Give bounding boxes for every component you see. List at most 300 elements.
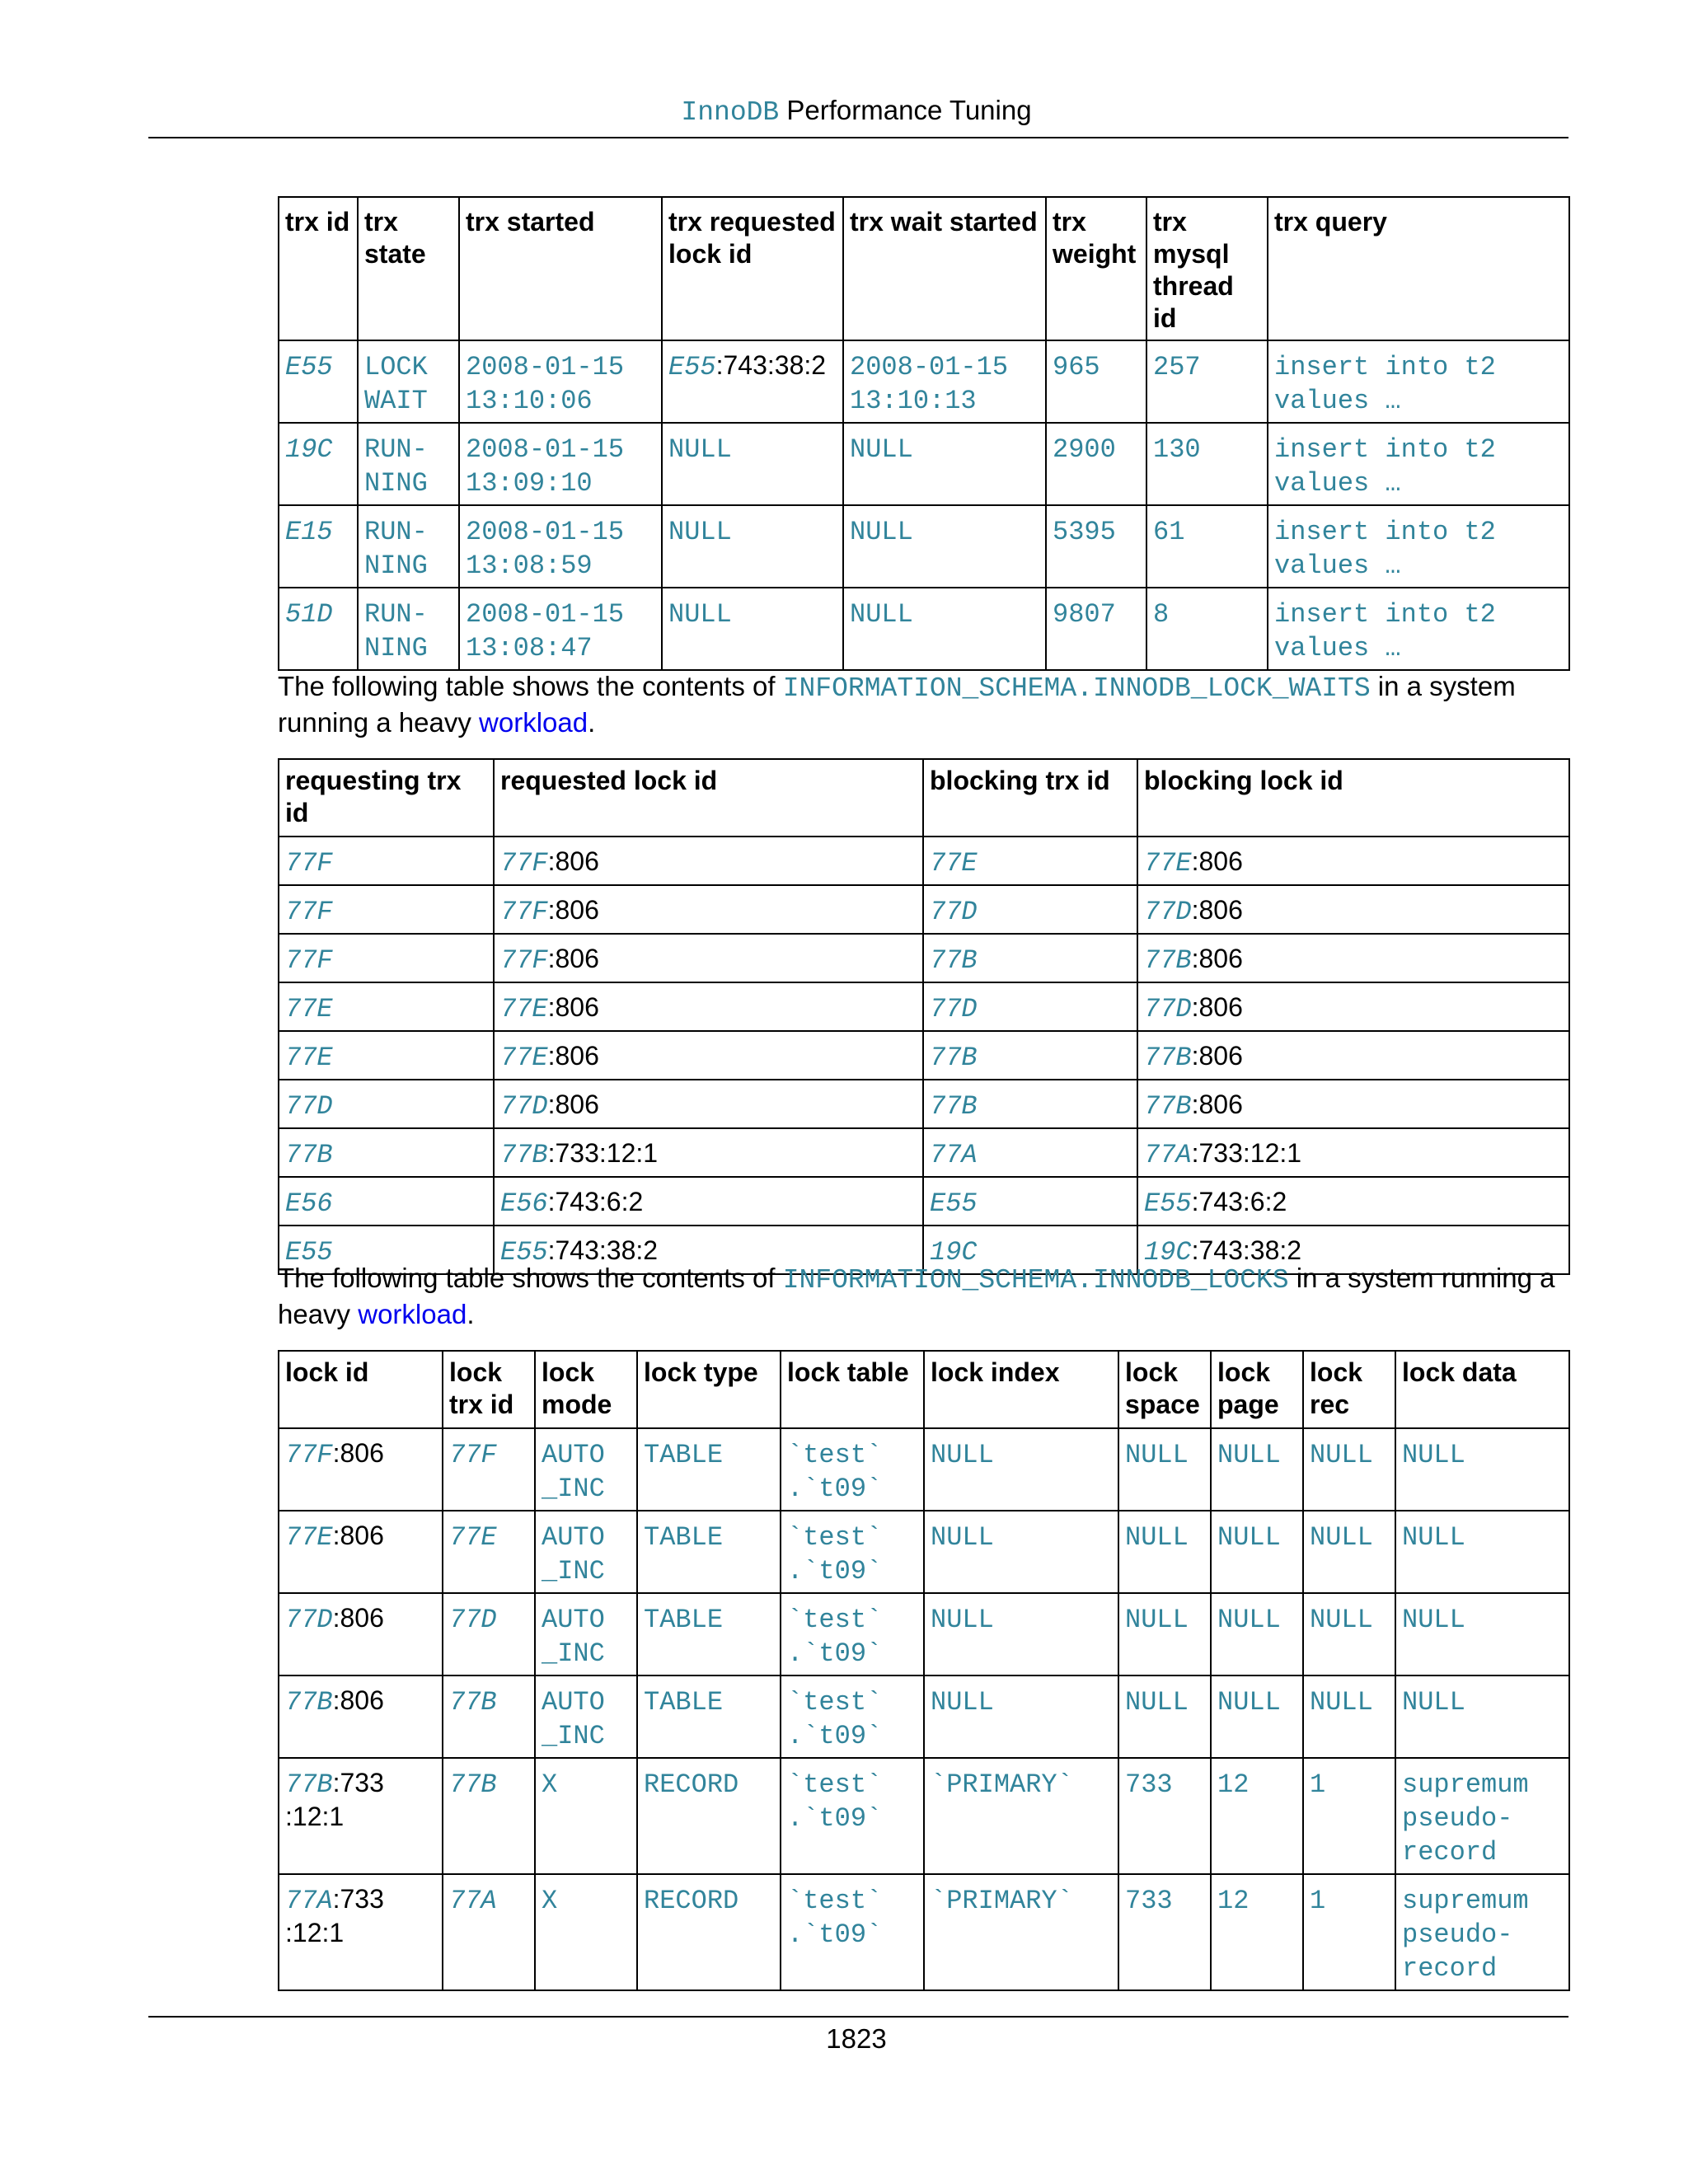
table-cell: [781, 1593, 924, 1675]
table-cell: [843, 340, 1046, 423]
column-header: trx weight: [1046, 197, 1146, 340]
table-cell: [279, 934, 494, 982]
cell-text: E55: [500, 1237, 548, 1268]
table-cell: [923, 982, 1137, 1031]
table-cell: [662, 423, 843, 505]
table-cell: [279, 1593, 443, 1675]
table-cell: [279, 837, 494, 885]
table-cell: [924, 1874, 1118, 1990]
table-cell: [1046, 340, 1146, 423]
cell-text: 77F: [449, 1440, 497, 1470]
table-cell: [1146, 588, 1268, 670]
cell-text: 77E: [500, 1043, 548, 1073]
table-cell: [923, 837, 1137, 885]
table-cell: [494, 982, 923, 1031]
cell-text: `test` .`t09`: [787, 1886, 883, 1950]
cell-text: insert into t2 values …: [1274, 599, 1496, 663]
column-header: blocking lock id: [1137, 759, 1569, 837]
cell-text: 19C: [930, 1237, 978, 1268]
cell-text: AUTO _INC: [542, 1687, 605, 1751]
table-cell: [1268, 505, 1569, 588]
locks-intro: [278, 1261, 1568, 1331]
table-cell: [279, 1758, 443, 1874]
para-text: in a system running a heavy: [278, 671, 1516, 738]
lock-waits-header-row: [279, 759, 1569, 837]
table-cell: [781, 1511, 924, 1593]
cell-text: 77E: [285, 1043, 333, 1073]
column-header: trx query: [1268, 197, 1569, 340]
inline-code: INFORMATION_SCHEMA.INNODB_LOCKS: [782, 1265, 1289, 1296]
table-cell: [637, 1593, 781, 1675]
table-cell: [443, 1758, 535, 1874]
cell-text: 77E: [500, 994, 548, 1024]
cell-text: 77B: [930, 945, 978, 976]
table-cell: [535, 1511, 637, 1593]
cell-text: 1: [1310, 1886, 1326, 1916]
table-cell: [781, 1874, 924, 1990]
workload-link[interactable]: workload: [358, 1299, 467, 1329]
table-row: [279, 982, 1569, 1031]
table-row: [279, 1593, 1569, 1675]
table-cell: [1211, 1874, 1303, 1990]
cell-text: 77B: [1144, 1091, 1192, 1122]
table-cell: [1118, 1428, 1211, 1511]
cell-text: 77D: [930, 994, 978, 1024]
table-cell: [279, 1511, 443, 1593]
trx-table: [278, 196, 1570, 671]
cell-text: 77F: [285, 945, 333, 976]
cell-text: 77B: [449, 1687, 497, 1718]
table-row: [279, 1675, 1569, 1758]
table-cell: [279, 1177, 494, 1226]
table-cell: [923, 1177, 1137, 1226]
table-cell: [1118, 1511, 1211, 1593]
cell-text: 2008-01-15 13:08:47: [466, 599, 625, 663]
header-title: Performance Tuning: [779, 95, 1032, 125]
cell-text: 77E: [285, 1522, 333, 1553]
cell-text: NULL: [668, 599, 732, 630]
cell-text: :806: [1191, 1090, 1243, 1119]
column-header: lock type: [637, 1351, 781, 1428]
table-row: [279, 1177, 1569, 1226]
cell-text: 77E: [285, 994, 333, 1024]
header-product: InnoDB: [681, 97, 780, 128]
cell-text: `test` .`t09`: [787, 1522, 883, 1586]
cell-text: 19C: [285, 434, 333, 465]
cell-text: NULL: [1217, 1440, 1281, 1470]
table-cell: [535, 1758, 637, 1874]
table-cell: [494, 1128, 923, 1177]
table-cell: [358, 588, 459, 670]
cell-text: 77F: [500, 897, 548, 927]
table-cell: [535, 1874, 637, 1990]
cell-text: RECORD: [644, 1886, 739, 1916]
cell-text: `test` .`t09`: [787, 1687, 883, 1751]
table-cell: [1137, 1177, 1569, 1226]
cell-text: :733:12:1: [1191, 1138, 1302, 1168]
table-cell: [637, 1511, 781, 1593]
table-cell: [1268, 423, 1569, 505]
table-cell: [924, 1675, 1118, 1758]
cell-text: 77F: [285, 848, 333, 879]
table-row: [279, 1080, 1569, 1128]
cell-text: 77B: [930, 1043, 978, 1073]
table-row: [279, 1758, 1569, 1874]
cell-text: 77D: [930, 897, 978, 927]
table-cell: [358, 423, 459, 505]
table-cell: [1118, 1675, 1211, 1758]
cell-text: `PRIMARY`: [931, 1769, 1073, 1800]
table-cell: [1137, 1080, 1569, 1128]
cell-text: :806: [1191, 944, 1243, 973]
table-cell: [443, 1675, 535, 1758]
cell-text: RUN-NING: [364, 599, 428, 663]
cell-text: 77B: [285, 1687, 333, 1718]
cell-text: :806: [1191, 1041, 1243, 1071]
table-cell: [1211, 1511, 1303, 1593]
table-row: [279, 340, 1569, 423]
column-header: trx state: [358, 197, 459, 340]
cell-text: RUN-NING: [364, 517, 428, 581]
cell-text: :806: [332, 1521, 384, 1550]
column-header: requesting trx id: [279, 759, 494, 837]
table-cell: [1137, 934, 1569, 982]
cell-text: :743:38:2: [1191, 1235, 1302, 1265]
cell-text: 77F: [285, 897, 333, 927]
table-cell: [535, 1675, 637, 1758]
table-cell: [1137, 837, 1569, 885]
table-cell: [1137, 1031, 1569, 1080]
table-cell: [494, 1031, 923, 1080]
cell-text: :733 :12:1: [285, 1884, 384, 1947]
cell-text: 51D: [285, 599, 333, 630]
cell-text: 61: [1153, 517, 1185, 547]
cell-text: NULL: [1217, 1522, 1281, 1553]
table-cell: [535, 1428, 637, 1511]
cell-text: NULL: [931, 1440, 994, 1470]
cell-text: E56: [500, 1188, 548, 1219]
column-header: lock rec: [1303, 1351, 1395, 1428]
cell-text: 130: [1153, 434, 1201, 465]
cell-text: :806: [547, 846, 599, 876]
footer-rule: [148, 2016, 1568, 2018]
table-cell: [781, 1428, 924, 1511]
cell-text: 77B: [285, 1769, 333, 1800]
table-row: [279, 885, 1569, 934]
table-cell: [637, 1428, 781, 1511]
cell-text: 77D: [1144, 994, 1192, 1024]
workload-link[interactable]: workload: [479, 707, 588, 738]
table-cell: [924, 1758, 1118, 1874]
cell-text: 77B: [1144, 945, 1192, 976]
cell-text: 77F: [500, 945, 548, 976]
column-header: lock space: [1118, 1351, 1211, 1428]
table-cell: [637, 1758, 781, 1874]
header-rule: [148, 137, 1568, 138]
table-cell: [1118, 1593, 1211, 1675]
column-header: lock id: [279, 1351, 443, 1428]
cell-text: 2008-01-15 13:10:06: [466, 352, 625, 416]
cell-text: NULL: [850, 517, 913, 547]
table-cell: [494, 934, 923, 982]
table-cell: [279, 885, 494, 934]
cell-text: 5395: [1053, 517, 1116, 547]
cell-text: TABLE: [644, 1522, 724, 1553]
cell-text: AUTO _INC: [542, 1522, 605, 1586]
cell-text: E55: [1144, 1188, 1192, 1219]
table-cell: [1303, 1593, 1395, 1675]
cell-text: :743:38:2: [547, 1235, 659, 1265]
table-row: [279, 1128, 1569, 1177]
cell-text: 2900: [1053, 434, 1116, 465]
cell-text: 257: [1153, 352, 1201, 382]
table-cell: [1303, 1874, 1395, 1990]
cell-text: NULL: [1125, 1440, 1189, 1470]
cell-text: 77B: [930, 1091, 978, 1122]
table-cell: [637, 1874, 781, 1990]
cell-text: NULL: [1310, 1522, 1373, 1553]
table-cell: [358, 505, 459, 588]
cell-text: NULL: [668, 517, 732, 547]
cell-text: `test` .`t09`: [787, 1440, 883, 1504]
para-text: The following table shows the contents of: [278, 671, 783, 701]
table-cell: [279, 1874, 443, 1990]
cell-text: insert into t2 values …: [1274, 517, 1496, 581]
table-cell: [279, 1031, 494, 1080]
table-cell: [279, 505, 358, 588]
cell-text: `PRIMARY`: [931, 1886, 1073, 1916]
cell-text: 733: [1125, 1769, 1173, 1800]
column-header: lock index: [924, 1351, 1118, 1428]
column-header: trx id: [279, 197, 358, 340]
table-cell: [279, 423, 358, 505]
cell-text: 12: [1217, 1886, 1250, 1916]
table-cell: [1268, 340, 1569, 423]
cell-text: NULL: [850, 434, 913, 465]
table-cell: [843, 588, 1046, 670]
table-cell: [662, 505, 843, 588]
column-header: lock table: [781, 1351, 924, 1428]
cell-text: :806: [332, 1603, 384, 1633]
table-cell: [1046, 423, 1146, 505]
table-cell: [924, 1428, 1118, 1511]
column-header: trx requested lock id: [662, 197, 843, 340]
table-cell: [1211, 1758, 1303, 1874]
table-cell: [662, 340, 843, 423]
table-cell: [279, 1675, 443, 1758]
table-row: [279, 505, 1569, 588]
table-cell: [1395, 1428, 1569, 1511]
cell-text: NULL: [1310, 1687, 1373, 1718]
column-header: requested lock id: [494, 759, 923, 837]
cell-text: :806: [547, 992, 599, 1022]
table-cell: [279, 1128, 494, 1177]
cell-text: :743:38:2: [715, 350, 827, 380]
cell-text: :806: [1191, 895, 1243, 925]
cell-text: 77E: [1144, 848, 1192, 879]
page-number: 1823: [826, 2023, 887, 2054]
table-cell: [443, 1874, 535, 1990]
table-cell: [1211, 1675, 1303, 1758]
cell-text: 77D: [1144, 897, 1192, 927]
cell-text: :743:6:2: [1191, 1187, 1287, 1216]
table-cell: [923, 1031, 1137, 1080]
cell-text: NULL: [931, 1605, 994, 1635]
table-cell: [662, 588, 843, 670]
cell-text: :806: [547, 1041, 599, 1071]
table-cell: [1395, 1675, 1569, 1758]
cell-text: 8: [1153, 599, 1170, 630]
cell-text: AUTO _INC: [542, 1440, 605, 1504]
cell-text: 77F: [285, 1440, 333, 1470]
column-header: lock page: [1211, 1351, 1303, 1428]
table-cell: [1137, 1128, 1569, 1177]
cell-text: 77F: [500, 848, 548, 879]
table-cell: [781, 1675, 924, 1758]
cell-text: 77E: [930, 848, 978, 879]
cell-text: `test` .`t09`: [787, 1605, 883, 1669]
table-cell: [924, 1593, 1118, 1675]
table-cell: [1211, 1593, 1303, 1675]
column-header: trx started: [459, 197, 662, 340]
cell-text: NULL: [1402, 1440, 1465, 1470]
table-cell: [459, 505, 662, 588]
cell-text: 77B: [285, 1140, 333, 1170]
table-cell: [1137, 982, 1569, 1031]
table-cell: [443, 1511, 535, 1593]
cell-text: NULL: [1402, 1687, 1465, 1718]
cell-text: E55: [668, 352, 716, 382]
cell-text: 77D: [500, 1091, 548, 1122]
cell-text: insert into t2 values …: [1274, 434, 1496, 499]
cell-text: X: [542, 1769, 558, 1800]
cell-text: 77B: [1144, 1043, 1192, 1073]
cell-text: :733 :12:1: [285, 1768, 384, 1831]
column-header: trx mysql thread id: [1146, 197, 1268, 340]
cell-text: :806: [332, 1685, 384, 1715]
cell-text: TABLE: [644, 1687, 724, 1718]
cell-text: NULL: [850, 599, 913, 630]
cell-text: 1: [1310, 1769, 1326, 1800]
locks-table: [278, 1350, 1570, 1991]
table-cell: [1046, 588, 1146, 670]
para-text: .: [467, 1299, 475, 1329]
cell-text: 77B: [500, 1140, 548, 1170]
table-row: [279, 1031, 1569, 1080]
cell-text: :743:6:2: [547, 1187, 644, 1216]
inline-code: INFORMATION_SCHEMA.INNODB_LOCK_WAITS: [782, 673, 1371, 704]
table-cell: [923, 1080, 1137, 1128]
table-cell: [279, 588, 358, 670]
table-cell: [1303, 1428, 1395, 1511]
table-cell: [1303, 1675, 1395, 1758]
table-cell: [1118, 1758, 1211, 1874]
cell-text: insert into t2 values …: [1274, 352, 1496, 416]
column-header: lock trx id: [443, 1351, 535, 1428]
table-cell: [279, 1428, 443, 1511]
table-cell: [843, 423, 1046, 505]
cell-text: AUTO _INC: [542, 1605, 605, 1669]
cell-text: E55: [285, 352, 333, 382]
table-cell: [843, 505, 1046, 588]
cell-text: 77A: [449, 1886, 497, 1916]
table-cell: [1303, 1511, 1395, 1593]
table-row: [279, 423, 1569, 505]
column-header: lock data: [1395, 1351, 1569, 1428]
cell-text: NULL: [931, 1522, 994, 1553]
cell-text: NULL: [1125, 1687, 1189, 1718]
cell-text: 77A: [285, 1886, 333, 1916]
cell-text: 2008-01-15 13:10:13: [850, 352, 1009, 416]
table-cell: [494, 1080, 923, 1128]
table-cell: [1303, 1758, 1395, 1874]
table-cell: [279, 340, 358, 423]
column-header: blocking trx id: [923, 759, 1137, 837]
cell-text: 77D: [449, 1605, 497, 1635]
cell-text: 733: [1125, 1886, 1173, 1916]
cell-text: 2008-01-15 13:09:10: [466, 434, 625, 499]
table-cell: [1395, 1511, 1569, 1593]
table-cell: [923, 934, 1137, 982]
table-row: [279, 1428, 1569, 1511]
table-cell: [279, 982, 494, 1031]
cell-text: :733:12:1: [547, 1138, 659, 1168]
table-cell: [1395, 1874, 1569, 1990]
cell-text: 77B: [449, 1769, 497, 1800]
table-cell: [1146, 340, 1268, 423]
cell-text: X: [542, 1886, 558, 1916]
table-cell: [1046, 505, 1146, 588]
table-cell: [1118, 1874, 1211, 1990]
cell-text: NULL: [1125, 1605, 1189, 1635]
para-text: The following table shows the contents of: [278, 1263, 783, 1293]
table-cell: [1268, 588, 1569, 670]
cell-text: NULL: [1310, 1605, 1373, 1635]
column-header: trx wait started: [843, 197, 1046, 340]
cell-text: 2008-01-15 13:08:59: [466, 517, 625, 581]
cell-text: NULL: [1402, 1605, 1465, 1635]
cell-text: 77D: [285, 1605, 333, 1635]
cell-text: 77E: [449, 1522, 497, 1553]
trx-table-header-row: [279, 197, 1569, 340]
column-header: lock mode: [535, 1351, 637, 1428]
lock-waits-table: [278, 758, 1570, 1275]
table-cell: [459, 340, 662, 423]
cell-text: :806: [547, 944, 599, 973]
para-text: .: [588, 707, 596, 738]
table-cell: [1395, 1593, 1569, 1675]
cell-text: :806: [547, 1090, 599, 1119]
cell-text: RUN-NING: [364, 434, 428, 499]
cell-text: 9807: [1053, 599, 1116, 630]
cell-text: :806: [1191, 846, 1243, 876]
cell-text: 77D: [285, 1091, 333, 1122]
table-row: [279, 934, 1569, 982]
cell-text: RECORD: [644, 1769, 739, 1800]
page-header: [0, 94, 1688, 129]
table-row: [279, 1874, 1569, 1990]
cell-text: NULL: [931, 1687, 994, 1718]
cell-text: 965: [1053, 352, 1100, 382]
table-cell: [1146, 505, 1268, 588]
table-cell: [459, 588, 662, 670]
table-cell: [494, 1177, 923, 1226]
cell-text: TABLE: [644, 1440, 724, 1470]
table-cell: [1395, 1758, 1569, 1874]
cell-text: 77A: [930, 1140, 978, 1170]
cell-text: 19C: [1144, 1237, 1192, 1268]
cell-text: `test` .`t09`: [787, 1769, 883, 1834]
